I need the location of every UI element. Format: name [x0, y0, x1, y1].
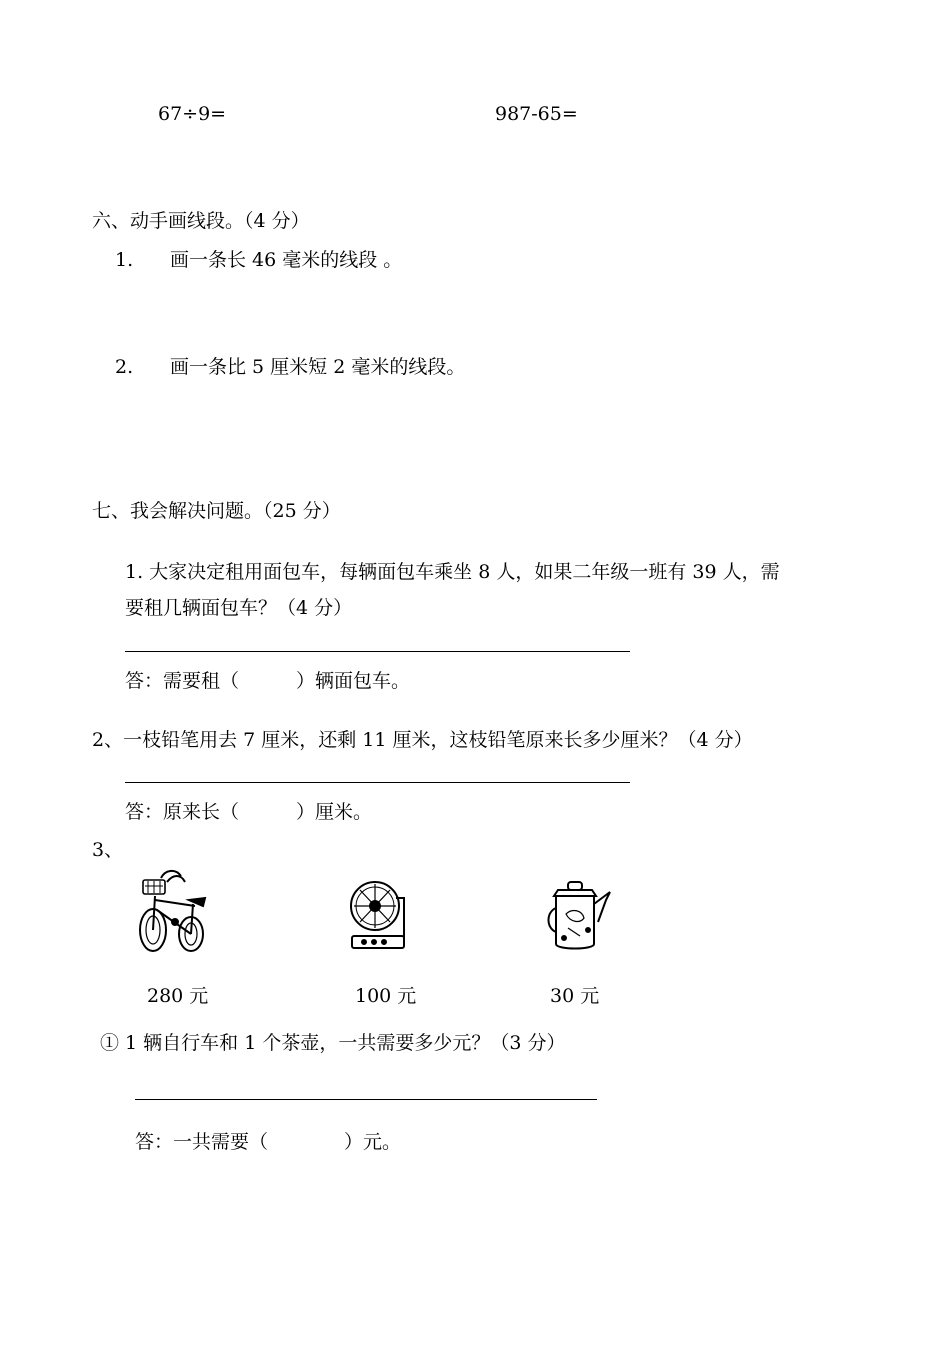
q3-sub1-answer-line — [135, 1099, 597, 1100]
q1-answer-line — [125, 651, 630, 652]
section-7-q1-line-2: 要租几辆面包车？（4 分） — [125, 597, 353, 619]
section-7-q2-text: 2、一枝铅笔用去 7 厘米，还剩 11 厘米，这枝铅笔原来长多少厘米？（4 分） — [92, 729, 753, 751]
section-6-q1-number: 1. — [115, 249, 134, 271]
calc-expression-1: 67÷9= — [158, 103, 227, 125]
section-7-q3-sub1-answer: 答：一共需要（ ）元。 — [135, 1131, 402, 1153]
section-6-q2-text: 画一条比 5 厘米短 2 毫米的线段。 — [170, 356, 466, 378]
section-7-q1-line-1: 1. 大家决定租用面包车，每辆面包车乘坐 8 人，如果二年级一班有 39 人，需 — [125, 561, 780, 583]
fan-price: 100 元 — [355, 985, 417, 1007]
fan-icon — [348, 876, 408, 952]
section-7-q3-number: 3、 — [92, 839, 124, 861]
section-7-q3-sub1: ① 1 辆自行车和 1 个茶壶，一共需要多少元？（3 分） — [100, 1032, 566, 1054]
bicycle-price: 280 元 — [147, 985, 209, 1007]
section-7-q1-answer: 答：需要租（ ）辆面包车。 — [125, 670, 411, 692]
section-6-title: 六、动手画线段。（4 分） — [92, 210, 310, 232]
section-6-q1-text: 画一条长 46 毫米的线段 。 — [170, 249, 403, 271]
kettle-icon — [544, 878, 616, 954]
q2-answer-line — [125, 782, 630, 783]
bicycle-icon — [133, 866, 215, 956]
section-7-title: 七、我会解决问题。（25 分） — [92, 500, 341, 522]
kettle-price: 30 元 — [550, 985, 600, 1007]
section-7-q2-answer: 答：原来长（ ）厘米。 — [125, 801, 373, 823]
section-6-q2-number: 2. — [115, 356, 134, 378]
calc-expression-2: 987-65= — [495, 103, 578, 125]
